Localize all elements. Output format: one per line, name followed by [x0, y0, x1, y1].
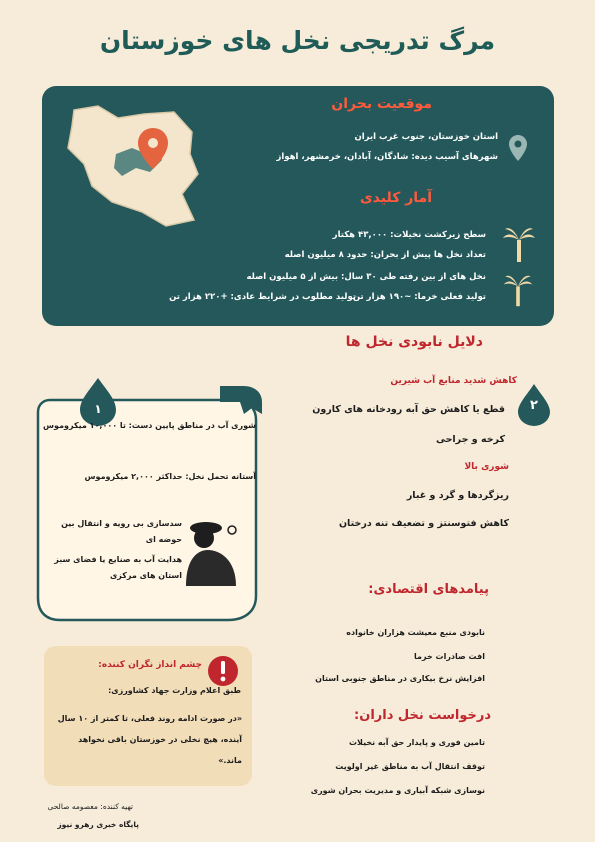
cause-salinity-item-1: ریزگردها و گرد و غبار: [406, 490, 509, 501]
demand-item-2: توقف انتقال آب به مناطق غیر اولویت: [335, 762, 485, 771]
panel-transfer: هدایت آب به صنایع یا فضای سبز استان های مرکزی: [54, 555, 182, 580]
official-figure-icon: [178, 510, 242, 586]
cause-water-subheading: کاهش شدید منابع آب شیرین: [390, 376, 517, 386]
demand-item-1: تامین فوری و پایدار حق آبه نخیلات: [348, 738, 485, 747]
stat-ideal-production: تولید مطلوب در شرایط عادی: +۲۲۰ هزار تن: [169, 292, 356, 302]
iran-map-icon: [56, 102, 206, 232]
stat-current-production: تولید فعلی خرما: ~۱۹۰ هزار تن: [352, 292, 486, 302]
cause-salinity-item-2: کاهش فتوسنتز و تضعیف تنه درختان: [338, 518, 509, 529]
economic-item-2: افت صادرات خرما: [414, 652, 485, 661]
panel-tolerance: آستانه تحمل نخل: حداکثر ۲,۰۰۰ میکروموس: [84, 472, 256, 481]
cause-water-item-2: کرخه و جراحی: [435, 434, 505, 445]
crisis-cities: شهرهای آسیب دیده: شادگان، آبادان، خرمشهر، اهواز: [276, 152, 498, 162]
page-title: مرگ تدریجی نخل های خوزستان: [99, 26, 496, 55]
demand-item-3: نوسازی شبکه آبیاری و مدیریت بحران شوری: [310, 786, 485, 795]
causes-panel: [30, 378, 270, 628]
stat-palms-lost: نخل های از بین رفته طی ۳۰ سال: بیش از ۵ میلیون اصله: [246, 272, 486, 282]
stat-area: سطح زیرکشت نخیلات: ۴۳,۰۰۰ هکتار: [332, 230, 486, 240]
stats-heading: آمار کلیدی: [359, 190, 432, 206]
palm-tree-small-icon: [502, 272, 534, 308]
panel-badge: ۱: [94, 402, 102, 416]
palm-tree-icon: [502, 224, 536, 264]
warning-icon: [206, 654, 240, 688]
cause-water-item-1: قطع یا کاهش حق آبه رودخانه های کارون: [312, 404, 505, 415]
stat-palms-before: تعداد نخل ها پیش از بحران: حدود ۸ میلیون اصله: [284, 250, 486, 260]
outlook-heading: چشم انداز نگران کننده:: [98, 660, 202, 670]
economic-heading: پیامدهای اقتصادی:: [368, 582, 489, 597]
cause-salinity-subheading: شوری بالا: [464, 462, 509, 472]
credits-author: تهیه کننده: معصومه صالحی: [47, 802, 133, 811]
crisis-location: استان خوزستان، جنوب غرب ایران: [354, 132, 498, 142]
outlook-source: طبق اعلام وزارت جهاد کشاورزی:: [108, 686, 241, 695]
demands-heading: درخواست نخل داران:: [354, 708, 491, 723]
economic-item-1: نابودی منبع معیشت هزاران خانواده: [346, 628, 485, 637]
causes-badge: ۲: [530, 398, 538, 413]
causes-heading: دلایل نابودی نخل ها: [345, 334, 483, 350]
credits-outlet: پایگاه خبری رهرو نیوز: [57, 820, 139, 829]
location-pin-icon: [508, 134, 528, 162]
economic-item-3: افزایش نرخ بیکاری در مناطق جنوبی استان: [315, 674, 485, 683]
crisis-card: [42, 86, 554, 326]
panel-dam: سدسازی بی رویه و انتقال بین حوضه ای: [61, 519, 182, 544]
outlook-quote: «در صورت ادامه روند فعلی، تا کمتر از ۱۰ سال آینده، هیچ نخلی در خوزستان باقی نخواهد ماند.»: [57, 714, 242, 765]
panel-salinity: شوری آب در مناطق پایین دست: تا ۱۰,۰۰۰ میکروموس: [43, 421, 256, 430]
crisis-heading: موقعیت بحران: [331, 96, 432, 112]
